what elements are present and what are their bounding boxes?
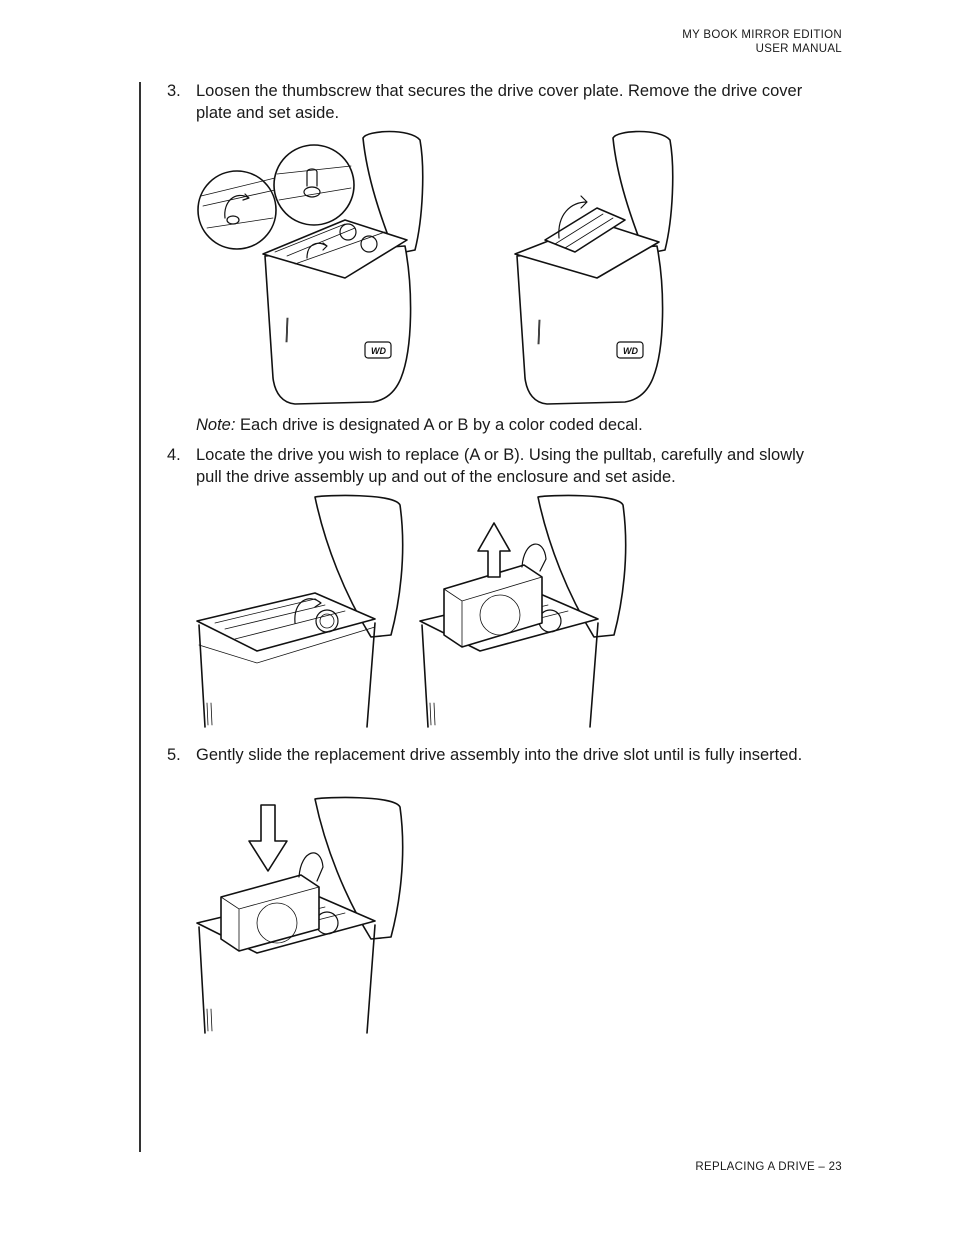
step-text: Gently slide the replacement drive assembly into the drive slot until is fully inserted. <box>196 746 803 764</box>
step-4 <box>167 444 817 488</box>
step-text: Loosen the thumbscrew that secures the drive cover plate. Remove the drive cover plate and set aside. <box>196 82 803 122</box>
note-text: Each drive is designated A or B by a color coded decal. <box>235 416 643 434</box>
header-subtitle: USER MANUAL <box>755 43 842 55</box>
header-title: MY BOOK MIRROR EDITION <box>682 29 842 41</box>
note <box>196 414 643 436</box>
step-number: 5. <box>167 746 181 764</box>
figure-pull-drive-out <box>418 495 633 730</box>
margin-rule <box>139 82 141 1152</box>
step-5 <box>167 744 817 766</box>
step-3 <box>167 80 817 124</box>
step-number: 4. <box>167 446 181 464</box>
figure-remove-cover-plate <box>515 128 675 408</box>
figure-insert-replacement-drive <box>195 797 410 1037</box>
page-footer: REPLACING A DRIVE – 23 <box>695 1161 842 1173</box>
figure-locate-drive-pulltab <box>195 495 410 730</box>
step-number: 3. <box>167 82 181 100</box>
running-header <box>682 28 842 56</box>
note-label: Note: <box>196 416 236 434</box>
wd-logo: WD <box>371 346 386 356</box>
step-text: Locate the drive you wish to replace (A or B). Using the pulltab, carefully and slowly pull the drive assembly up and out of the enclosure and set aside. <box>196 446 805 486</box>
figure-loosen-thumbscrew <box>195 128 430 408</box>
wd-logo: WD <box>623 346 638 356</box>
